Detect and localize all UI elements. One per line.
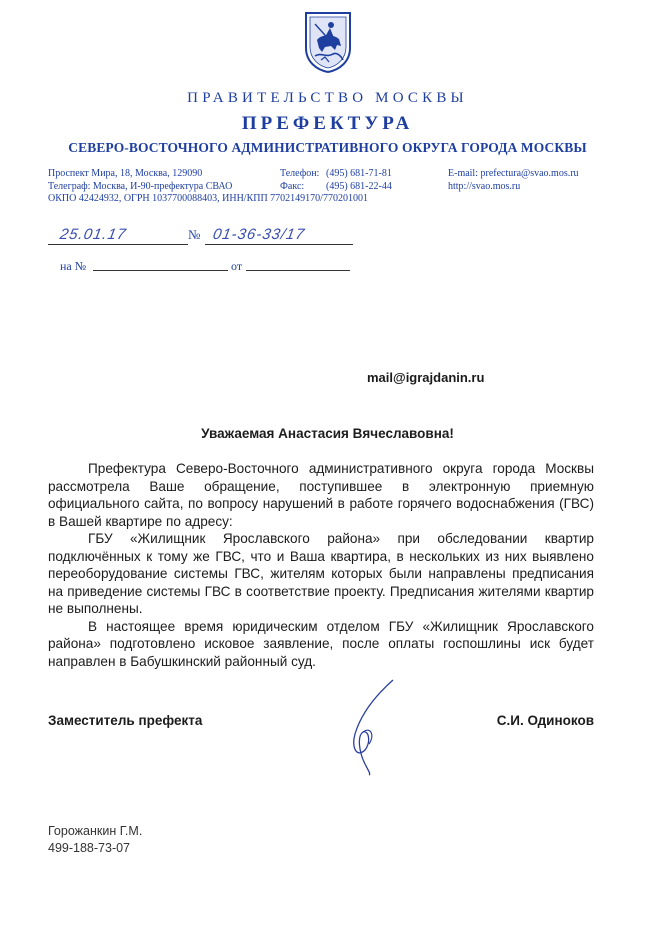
outgoing-number-field [205, 228, 353, 245]
reference-number-label: на № [60, 259, 87, 273]
prefecture-email[interactable]: E-mail: prefectura@svao.mos.ru [448, 168, 579, 179]
fax-number: (495) 681-22-44 [326, 180, 392, 192]
outgoing-number: 01-36-33/17 [211, 226, 307, 243]
telegraph-address: Телеграф: Москва, И-90-префектура СВАО [48, 180, 233, 192]
reference-date-label: от [231, 259, 243, 273]
greeting: Уважаемая Анастасия Вячеславовна! [201, 426, 454, 441]
fax-label: Факс: [280, 180, 305, 192]
executor-block [48, 823, 142, 857]
signatory-position: Заместитель префекта [48, 713, 203, 728]
postal-address: Проспект Мира, 18, Москва, 129090 [48, 168, 203, 179]
body-paragraph-2: ГБУ «Жилищник Ярославского района» при обследовании квартир подключённых к тому же ГВС, что и Ваша квартира, в нескольких из них выявлено переоборудование системы ГВС, жителям которых были направлены предписания на приведение системы ГВС в соответствие проекту. Предписания жителями квартир не выполнены. [48, 531, 594, 616]
online-contacts [448, 168, 579, 193]
body-paragraph-3: В настоящее время юридическим отделом ГБУ «Жилищник Ярославского района» подготовлено исковое заявление, после оплаты госпошлины иск будет направлен в Бабушкинский районный суд. [48, 618, 594, 669]
phone-contacts [280, 168, 392, 193]
phone-label: Телефон: [280, 168, 320, 179]
district-title: СЕВЕРО-ВОСТОЧНОГО АДМИНИСТРАТИВНОГО ОКРУГА ГОРОДА МОСКВЫ [68, 140, 587, 155]
prefecture-website[interactable]: http://svao.mos.ru [448, 180, 521, 192]
letter-body [48, 460, 594, 670]
outgoing-date: 25.01.17 [58, 226, 128, 243]
outgoing-date-field [48, 228, 188, 245]
reference-number-line [93, 270, 228, 271]
executor-name: Горожанкин Г.М. [48, 824, 143, 838]
prefecture-title: ПРЕФЕКТУРА [241, 113, 414, 134]
body-paragraph-1: Префектура Северо-Восточного административного округа города Москвы рассмотрела Ваше обращение, поступившее в электронную приемную официального сайта, по вопросу нарушений в работе горячего водоснабжения (ГВС) в Вашей квартире по адресу: [48, 461, 594, 529]
registration-codes: ОКПО 42424932, ОГРН 1037700088403, ИНН/КПП 7702149170/770201001 [48, 193, 368, 204]
signatory-name: С.И. Одиноков [496, 713, 594, 728]
phone-number: (495) 681-71-81 [326, 168, 392, 179]
executor-phone: 499-188-73-07 [48, 841, 131, 855]
outgoing-number-label: № [188, 227, 201, 242]
moscow-coat-of-arms-icon [303, 10, 353, 74]
postal-contacts [48, 168, 232, 193]
recipient-email: mail@igrajdanin.ru [367, 370, 485, 385]
reference-date-line [246, 270, 350, 271]
government-title: ПРАВИТЕЛЬСТВО МОСКВЫ [187, 90, 468, 106]
handwritten-signature [335, 676, 405, 776]
